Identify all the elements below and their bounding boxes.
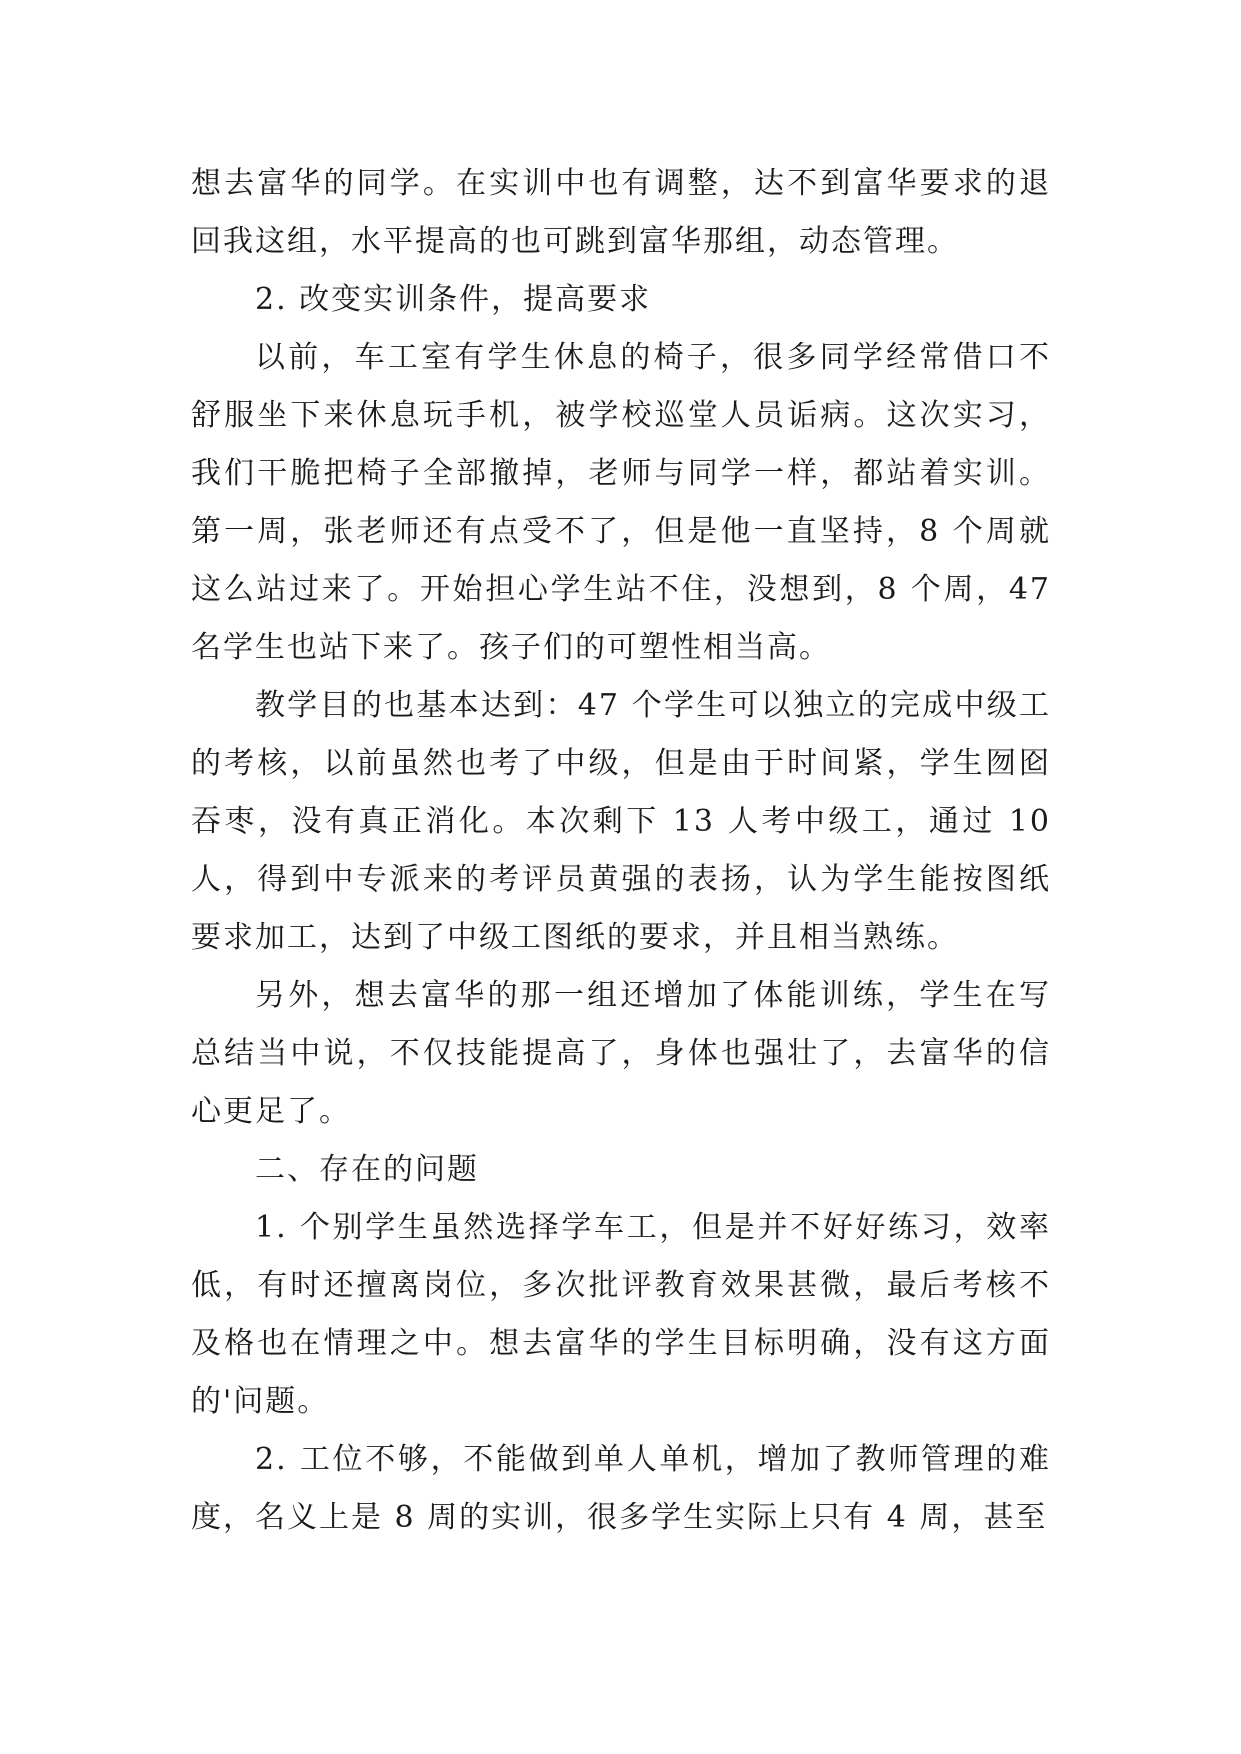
heading-existing-problems: 二、存在的问题: [255, 1152, 479, 1187]
paragraph-teaching-goals: 教学目的也基本达到：47 个学生可以独立的完成中级工的考核，以前虽然也考了中级，但是由于时间紧，学生囫囵吞枣，没有真正消化。本次剩下 13 人考中级工，通过 10 人，得到中专派来的考评员黄强的表扬，认为学生能按图纸要求加工，达到了中级工图纸的要求，并且相当熟练。: [191, 688, 1051, 955]
paragraph-continuation: 想去富华的同学。在实训中也有调整，达不到富华要求的退回我这组，水平提高的也可跳到富华那组，动态管理。: [191, 166, 1051, 259]
paragraph-problem-1: 1. 个别学生虽然选择学车工，但是并不好好练习，效率低，有时还擅离岗位，多次批评教育效果甚微，最后考核不及格也在情理之中。想去富华的学生目标明确，没有这方面的'问题。: [191, 1210, 1051, 1419]
paragraph-fitness-training: 另外，想去富华的那一组还增加了体能训练，学生在写总结当中说，不仅技能提高了，身体也强壮了，去富华的信心更足了。: [191, 978, 1051, 1129]
document-body: [191, 155, 1051, 1547]
heading-change-training-conditions: 2. 改变实训条件，提高要求: [255, 282, 652, 317]
paragraph-chairs-removed: 以前，车工室有学生休息的椅子，很多同学经常借口不舒服坐下来休息玩手机，被学校巡堂人员诟病。这次实习，我们干脆把椅子全部撤掉，老师与同学一样，都站着实训。第一周，张老师还有点受不了，但是他一直坚持，8 个周就这么站过来了。开始担心学生站不住，没想到，8 个周，47 名学生也站下来了。孩子们的可塑性相当高。: [191, 340, 1051, 665]
paragraph-problem-2: 2. 工位不够，不能做到单人单机，增加了教师管理的难度，名义上是 8 周的实训，很多学生实际上只有 4 周，甚至: [191, 1442, 1051, 1535]
